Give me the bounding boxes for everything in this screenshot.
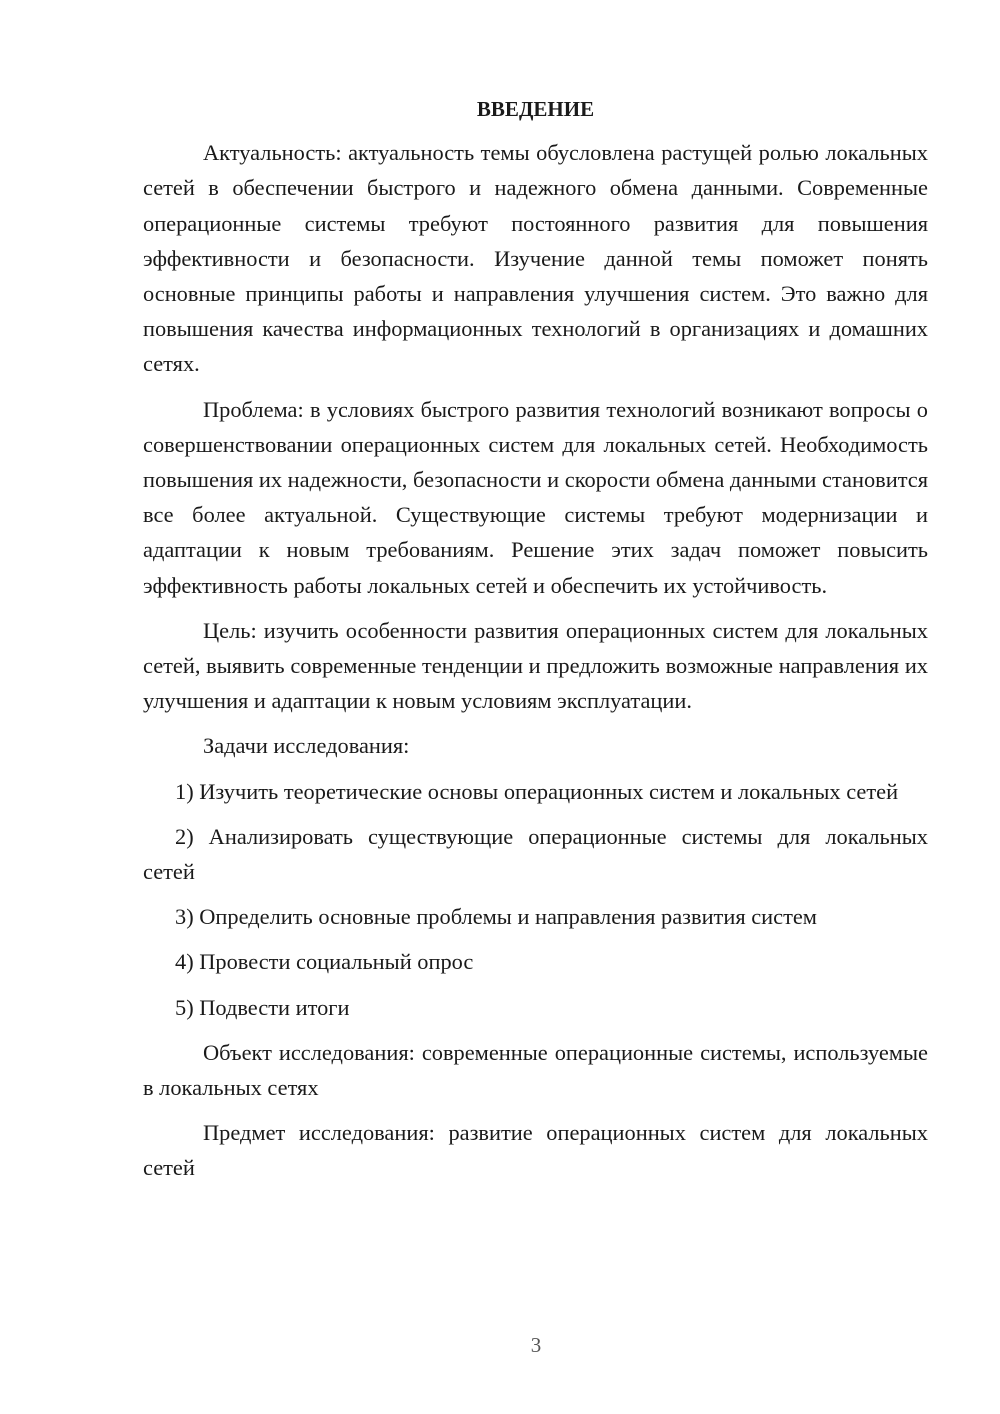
paragraph-subject: Предмет исследования: развитие операционных систем для локальных сетей	[143, 1120, 928, 1181]
paragraph-relevance: Актуальность: актуальность темы обусловлена растущей ролью локальных сетей в обеспечении быстрого и надежного обмена данными. Современные операционные системы требуют постоянного развития для повышения эффективности и безопасности. Изучение данной темы поможет понять основные принципы работы и направления улучшения систем. Это важно для повышения качества информационных технологий в организациях и домашних сетях.	[143, 140, 928, 377]
page-content	[143, 92, 928, 1186]
tasks-list	[143, 774, 928, 1025]
task-item-3: 3) Определить основные проблемы и направления развития систем	[175, 904, 817, 930]
task-item-5: 5) Подвести итоги	[175, 994, 350, 1020]
paragraph-goal: Цель: изучить особенности развития операционных систем для локальных сетей, выявить современные тенденции и предложить возможные направления их улучшения и адаптации к новым условиям эксплуатации.	[143, 617, 928, 714]
task-item-1: 1) Изучить теоретические основы операционных систем и локальных сетей	[175, 778, 899, 804]
page-title: ВВЕДЕНИЕ	[476, 97, 595, 121]
page-number: 3	[530, 1333, 542, 1357]
tasks-heading: Задачи исследования:	[203, 733, 410, 759]
task-item-4: 4) Провести социальный опрос	[175, 949, 474, 975]
paragraph-problem: Проблема: в условиях быстрого развития технологий возникают вопросы о совершенствовании операционных систем для локальных сетей. Необходимость повышения их надежности, безопасности и скорости обмена данными становится все более актуальной. Существующие системы требуют модернизации и адаптации к новым требованиям. Решение этих задач поможет повысить эффективность работы локальных сетей и обеспечить их устойчивость.	[143, 396, 928, 598]
task-item-2: 2) Анализировать существующие операционные системы для локальных сетей	[143, 823, 928, 885]
paragraph-object: Объект исследования: современные операционные системы, используемые в локальных сетях	[143, 1039, 928, 1101]
